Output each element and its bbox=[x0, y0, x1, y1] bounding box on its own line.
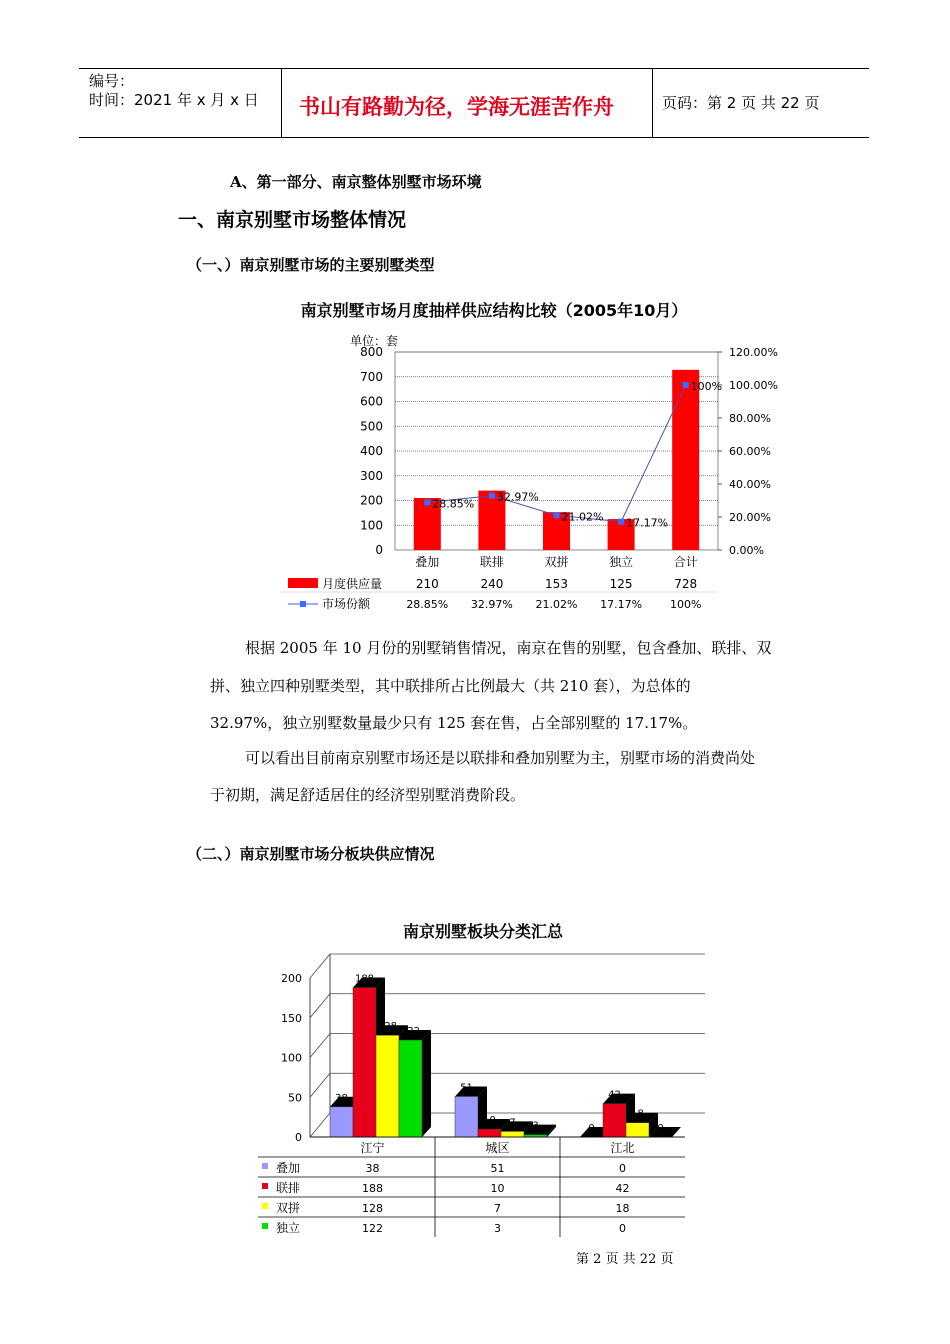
chart2-depth-gridline bbox=[310, 994, 330, 1018]
chart2-bar-label: 3 bbox=[532, 1120, 539, 1132]
chart1-data-table bbox=[280, 576, 718, 611]
chart2-bar-label: 0 bbox=[588, 1123, 595, 1134]
chart1-legend-bar-swatch bbox=[288, 578, 318, 588]
chart1-left-tick: 800 bbox=[360, 345, 383, 359]
chart2-legend-label: 联排 bbox=[276, 1181, 301, 1195]
chart2-y-tick: 0 bbox=[295, 1131, 302, 1144]
subheading-types: （一、）南京别墅市场的主要别墅类型 bbox=[187, 256, 435, 274]
chart1-category-label: 双拼 bbox=[544, 555, 569, 569]
chart2-depth-gridline bbox=[310, 954, 330, 978]
chart2-bars bbox=[330, 974, 681, 1137]
chart2-bar-label: 0 bbox=[657, 1123, 664, 1134]
chart2-legend-label: 独立 bbox=[276, 1221, 301, 1235]
chart2-bar-label: 188 bbox=[354, 973, 375, 985]
chart2-depth-gridline bbox=[310, 1113, 330, 1137]
paragraph-2-line-2: 于初期，满足舒适居住的经济型别墅消费阶段。 bbox=[210, 786, 526, 804]
chart2-bar-front bbox=[330, 1107, 353, 1137]
chart1-right-tick: 120.00% bbox=[729, 346, 778, 359]
chart2-legend-swatch bbox=[262, 1163, 268, 1169]
chart1-left-tick: 500 bbox=[360, 419, 383, 434]
supply-structure-chart bbox=[260, 290, 800, 620]
chart2-depth-gridline bbox=[310, 1034, 330, 1058]
paragraph-2-line-1: 可以看出目前南京别墅市场还是以联排和叠加别墅为主，别墅市场的消费尚处 bbox=[245, 749, 756, 767]
chart2-legend-swatch bbox=[262, 1183, 268, 1189]
chart2-table-cell: 0 bbox=[619, 1222, 626, 1235]
chart2-table-cell: 7 bbox=[494, 1202, 501, 1215]
chart1-right-tick: 40.00% bbox=[729, 478, 771, 491]
chart2-table-header-cell: 江宁 bbox=[360, 1141, 385, 1155]
district-summary-chart bbox=[255, 910, 725, 1245]
motto-text: 书山有路勤为径，学海无涯苦作舟 bbox=[299, 94, 614, 119]
chart2-table-cell: 38 bbox=[365, 1162, 380, 1175]
chart1-table-share-cell: 21.02% bbox=[535, 598, 578, 611]
chart2-legend-label: 双拼 bbox=[276, 1201, 301, 1215]
chart1-table-supply-cell: 728 bbox=[674, 577, 698, 591]
chart2-bar-front bbox=[626, 1123, 649, 1137]
chart2-bar-front bbox=[455, 1096, 478, 1137]
chart2-table-header-cell: 城区 bbox=[485, 1141, 510, 1155]
chart1-left-axis bbox=[360, 345, 383, 557]
chart1-bar bbox=[672, 370, 699, 550]
subheading-districts: （二、）南京别墅市场分板块供应情况 bbox=[187, 845, 435, 863]
chart1-share-point bbox=[554, 512, 560, 518]
chart1-right-tick: 0.00% bbox=[729, 544, 764, 557]
chart2-bar-front bbox=[376, 1035, 399, 1137]
chart2-bar-front bbox=[399, 1040, 422, 1137]
chart2-y-tick: 200 bbox=[281, 972, 302, 985]
chart1-category-label: 联排 bbox=[479, 555, 504, 569]
chart2-table-header-cell: 江北 bbox=[610, 1141, 635, 1155]
chart1-table-supply-cell: 125 bbox=[609, 577, 633, 591]
chart1-table-share-cell: 17.17% bbox=[600, 598, 643, 611]
chart2-table-cell: 10 bbox=[490, 1182, 505, 1195]
chart1-point-label: 17.17% bbox=[626, 516, 669, 530]
section-a-title: A、第一部分、南京整体别墅市场环境 bbox=[230, 173, 482, 191]
chart2-y-tick: 150 bbox=[281, 1011, 302, 1025]
chart1-legend-bar-label: 月度供应量 bbox=[322, 577, 383, 591]
chart2-y-tick: 100 bbox=[281, 1051, 302, 1065]
chart1-share-point bbox=[683, 382, 689, 388]
chart1-table-supply-cell: 210 bbox=[415, 577, 439, 591]
chart2-table-cell: 188 bbox=[362, 1182, 383, 1195]
chart1-right-tick: 100.00% bbox=[729, 379, 778, 392]
chart1-right-axis bbox=[718, 346, 778, 557]
chart1-table-supply-cell: 240 bbox=[480, 577, 504, 591]
chart2-bar-label: 38 bbox=[335, 1092, 348, 1104]
chart1-category-labels bbox=[415, 554, 697, 569]
chart1-right-tick: 80.00% bbox=[729, 412, 771, 425]
chart2-bar-label: 122 bbox=[400, 1026, 421, 1038]
chart1-left-tick: 300 bbox=[360, 468, 383, 483]
chart1-unit-label: 单位：套 bbox=[350, 334, 399, 348]
document-number-label: 编号： bbox=[89, 72, 135, 90]
heading-1: 一、南京别墅市场整体情况 bbox=[178, 209, 407, 231]
chart1-right-tick: 20.00% bbox=[729, 511, 771, 524]
chart2-legend-swatch bbox=[262, 1223, 268, 1229]
chart1-right-tick: 60.00% bbox=[729, 445, 771, 458]
header-info-cell bbox=[79, 69, 282, 137]
chart2-bar-label: 7 bbox=[509, 1117, 516, 1129]
chart1-category-label: 独立 bbox=[609, 555, 634, 569]
chart1-left-tick: 600 bbox=[360, 394, 383, 409]
chart1-table-share-cell: 28.85% bbox=[406, 598, 449, 611]
page-number-label: 页码：第 2 页 共 22 页 bbox=[662, 94, 820, 112]
chart1-table-share-cell: 100% bbox=[669, 598, 702, 611]
chart1-table-share-cell: 32.97% bbox=[470, 598, 513, 611]
chart2-depth-gridline bbox=[310, 1073, 330, 1097]
chart1-share-point bbox=[618, 519, 624, 525]
chart1-point-label: 100% bbox=[690, 380, 723, 393]
chart2-table-cell: 18 bbox=[615, 1202, 630, 1215]
chart2-title: 南京别墅板块分类汇总 bbox=[402, 922, 564, 941]
chart1-title: 南京别墅市场月度抽样供应结构比较（2005年10月） bbox=[300, 301, 688, 320]
chart2-bar-label: 128 bbox=[377, 1021, 398, 1033]
page-header bbox=[79, 68, 869, 138]
chart2-bar-front bbox=[501, 1131, 524, 1137]
paragraph-1-line-2: 拼、独立四种别墅类型，其中联排所占比例最大（共 210 套），为总体的 bbox=[210, 677, 691, 695]
chart2-y-axis bbox=[281, 972, 302, 1144]
chart1-point-label: 28.85% bbox=[432, 497, 475, 511]
chart1-left-tick: 400 bbox=[360, 444, 383, 458]
chart2-table-cell: 128 bbox=[362, 1202, 383, 1215]
chart2-table-cell: 3 bbox=[494, 1222, 501, 1235]
chart2-table-cell: 42 bbox=[615, 1182, 630, 1195]
chart2-bar-front bbox=[478, 1129, 501, 1137]
chart1-table-supply-cell: 153 bbox=[545, 577, 568, 591]
chart2-bar-front bbox=[353, 988, 376, 1137]
chart1-legend-line-marker bbox=[300, 601, 306, 607]
chart1-point-label: 21.02% bbox=[561, 510, 604, 524]
chart1-share-point bbox=[489, 493, 495, 499]
header-page-cell bbox=[652, 69, 869, 137]
chart2-bar-side bbox=[422, 1030, 431, 1137]
chart2-y-tick: 50 bbox=[288, 1091, 302, 1105]
chart2-data-table bbox=[258, 1137, 685, 1237]
document-time-label: 时间：2021 年 x 月 x 日 bbox=[89, 91, 259, 109]
chart2-legend-label: 叠加 bbox=[276, 1161, 301, 1175]
chart1-category-label: 合计 bbox=[673, 555, 698, 569]
chart2-table-cell: 0 bbox=[619, 1162, 626, 1175]
header-motto-cell bbox=[281, 69, 653, 137]
chart2-legend-swatch bbox=[262, 1203, 268, 1209]
chart1-left-tick: 0 bbox=[375, 543, 383, 557]
chart1-share-point bbox=[424, 499, 430, 505]
chart1-left-tick: 200 bbox=[360, 493, 383, 508]
paragraph-1-line-3: 32.97%，独立别墅数量最少只有 125 套在售，占全部别墅的 17.17%。 bbox=[210, 714, 698, 732]
chart2-bar-front bbox=[603, 1104, 626, 1137]
chart2-bar-label: 10 bbox=[483, 1115, 496, 1127]
chart2-table-cell: 51 bbox=[490, 1162, 505, 1175]
chart2-table-cell: 122 bbox=[362, 1222, 383, 1235]
chart1-category-label: 叠加 bbox=[415, 555, 440, 569]
chart1-point-label: 32.97% bbox=[496, 490, 539, 504]
chart1-legend-line-label: 市场份额 bbox=[322, 597, 371, 611]
paragraph-1-line-1: 根据 2005 年 10 月份的别墅销售情况，南京在售的别墅，包含叠加、联排、双 bbox=[245, 639, 772, 657]
chart1-left-tick: 700 bbox=[360, 369, 383, 384]
chart2-bar-label: 42 bbox=[608, 1089, 621, 1101]
chart1-left-tick: 100 bbox=[360, 518, 383, 533]
page-footer: 第 2 页 共 22 页 bbox=[576, 1252, 674, 1267]
chart2-bar-label: 51 bbox=[460, 1082, 473, 1094]
chart2-bar-label: 18 bbox=[631, 1108, 644, 1120]
